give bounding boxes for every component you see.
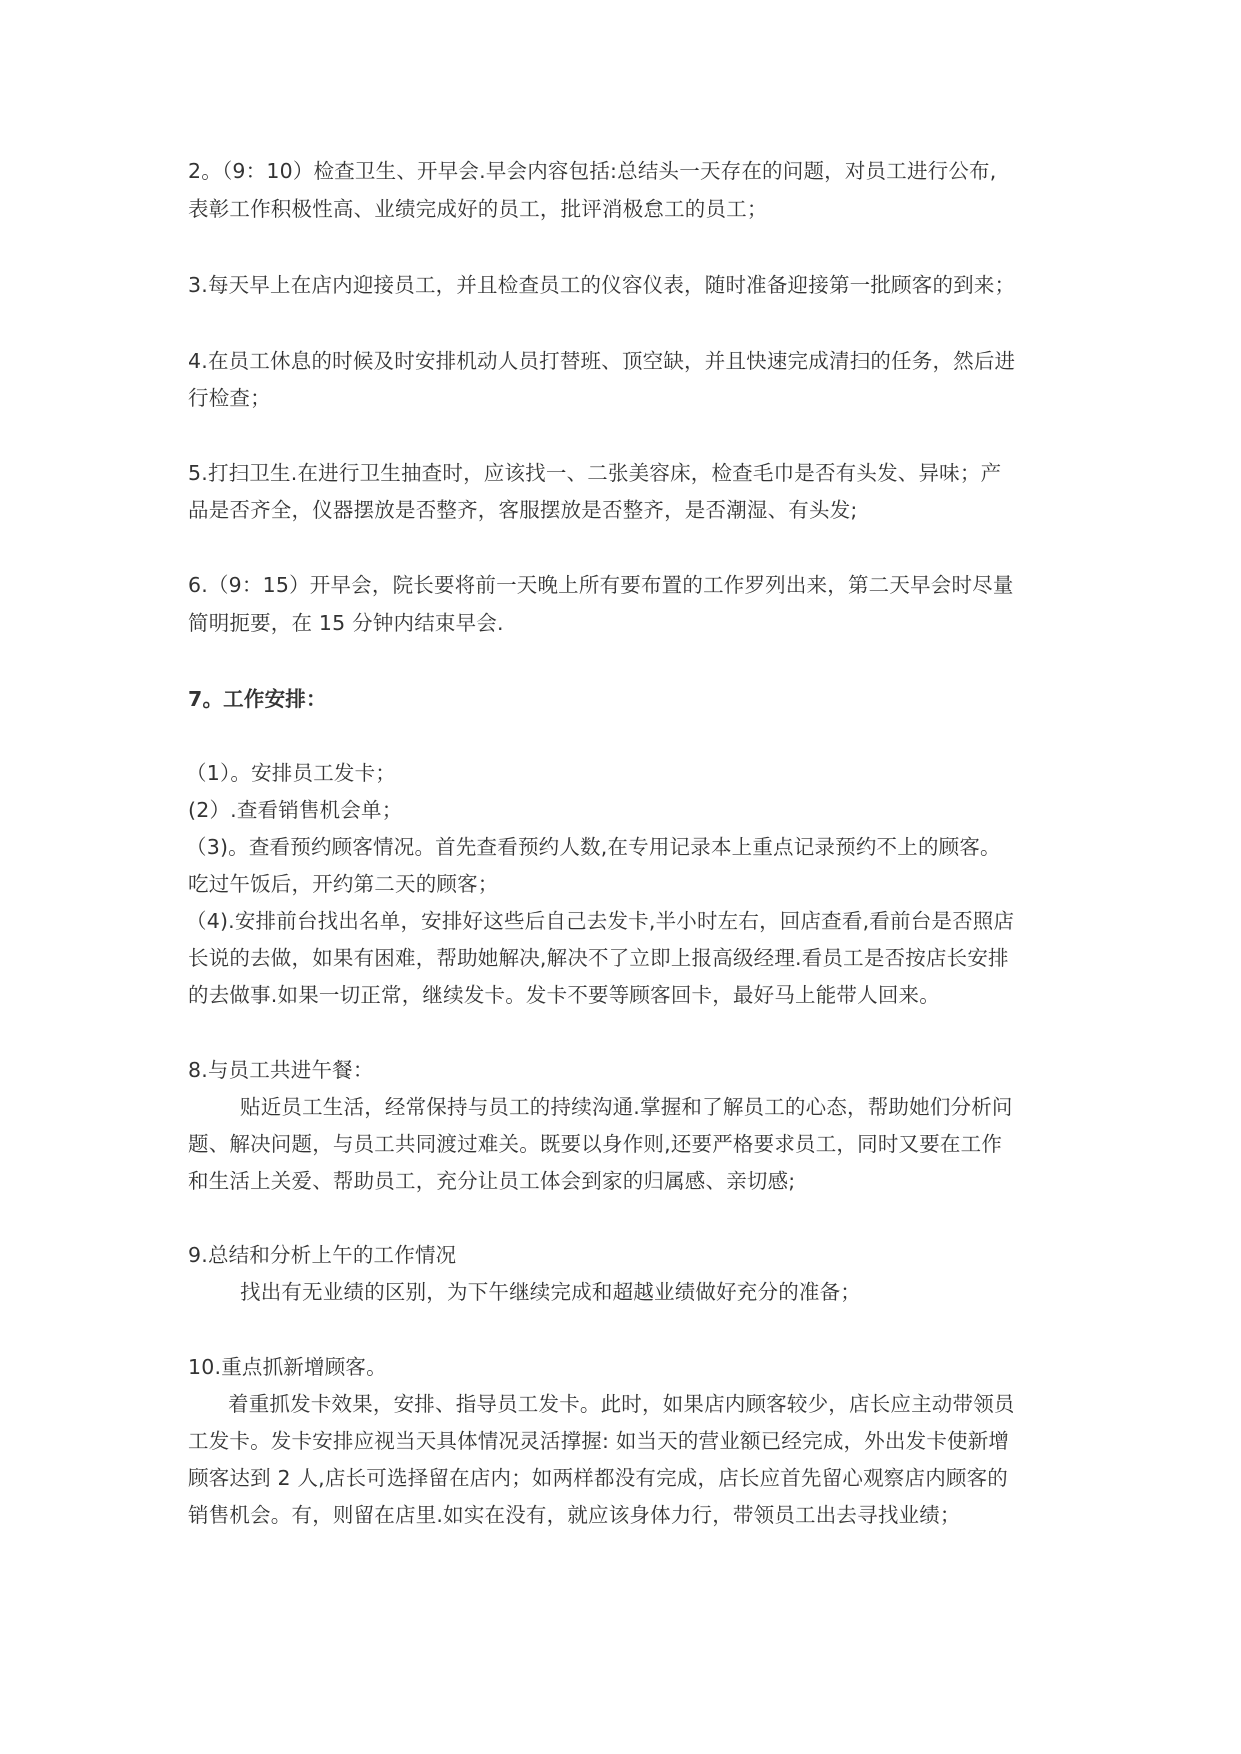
paragraph-line: 5.打扫卫生.在进行卫生抽查时，应该找一、二张美容床，检查毛巾是否有头发、异味；产	[188, 461, 1002, 485]
paragraph-line: 顾客达到 2 人,店长可选择留在店内；如两样都没有完成，店长应首先留心观察店内顾客的	[188, 1466, 1008, 1490]
paragraph-line: 3.每天早上在店内迎接员工，并且检查员工的仪容仪表，随时准备迎接第一批顾客的到来；	[188, 273, 1016, 297]
paragraph-line: 销售机会。有，则留在店里.如实在没有，就应该身体力行，带领员工出去寻找业绩；	[188, 1503, 961, 1527]
list-item-continuation: 吃过午饭后，开约第二天的顾客；	[188, 872, 499, 896]
paragraph-line: 和生活上关爱、帮助员工，充分让员工体会到家的归属感、亲切感;	[188, 1169, 796, 1193]
paragraph-line: 2。（9：10）检查卫生、开早会.早会内容包括:总结头一天存在的问题，对员工进行公布,	[188, 159, 997, 183]
list-item-continuation: 的去做事.如果一切正常，继续发卡。发卡不要等顾客回卡，最好马上能带人回来。	[188, 983, 940, 1007]
paragraph-line: 找出有无业绩的区别，为下午继续完成和超越业绩做好充分的准备；	[240, 1280, 861, 1304]
paragraph-line: 贴近员工生活，经常保持与员工的持续沟通.掌握和了解员工的心态，帮助她们分析问	[240, 1095, 1013, 1119]
section-heading: 7。工作安排：	[188, 687, 327, 711]
list-item-continuation: 长说的去做，如果有困难，帮助她解决,解决不了立即上报高级经理.看员工是否按店长安排	[188, 946, 1009, 970]
list-item: （3)。查看预约顾客情况。首先查看预约人数,在专用记录本上重点记录预约不上的顾客。	[186, 835, 1001, 859]
paragraph-line: 品是否齐全，仪器摆放是否整齐，客服摆放是否整齐，是否潮湿、有头发;	[188, 498, 858, 522]
paragraph-line: 4.在员工休息的时候及时安排机动人员打替班、顶空缺，并且快速完成清扫的任务，然后进	[188, 349, 1016, 373]
paragraph-line: 表彰工作积极性高、业绩完成好的员工，批评消极怠工的员工；	[188, 197, 768, 221]
paragraph-line: 着重抓发卡效果，安排、指导员工发卡。此时，如果店内顾客较少，店长应主动带领员	[228, 1392, 1015, 1416]
list-item: (2）.查看销售机会单；	[188, 798, 403, 822]
section-heading: 10.重点抓新增顾客。	[188, 1355, 387, 1379]
paragraph-line: 题、解决问题，与员工共同渡过难关。既要以身作则,还要严格要求员工，同时又要在工作	[188, 1132, 1003, 1156]
paragraph-line: 简明扼要，在 15 分钟内结束早会.	[188, 611, 504, 635]
section-heading: 8.与员工共进午餐：	[188, 1058, 374, 1082]
paragraph-line: 工发卡。发卡安排应视当天具体情况灵活撑握: 如当天的营业额已经完成，外出发卡使新增	[188, 1429, 1010, 1453]
list-item: （4).安排前台找出名单，安排好这些后自己去发卡,半小时左右，回店查看,看前台是否照店	[186, 909, 1015, 933]
paragraph-line: 6.（9：15）开早会，院长要将前一天晚上所有要布置的工作罗列出来，第二天早会时尽量	[188, 573, 1014, 597]
list-item: （1）。安排员工发卡；	[186, 761, 396, 785]
section-heading: 9.总结和分析上午的工作情况	[188, 1243, 457, 1267]
paragraph-line: 行检查；	[188, 386, 271, 410]
